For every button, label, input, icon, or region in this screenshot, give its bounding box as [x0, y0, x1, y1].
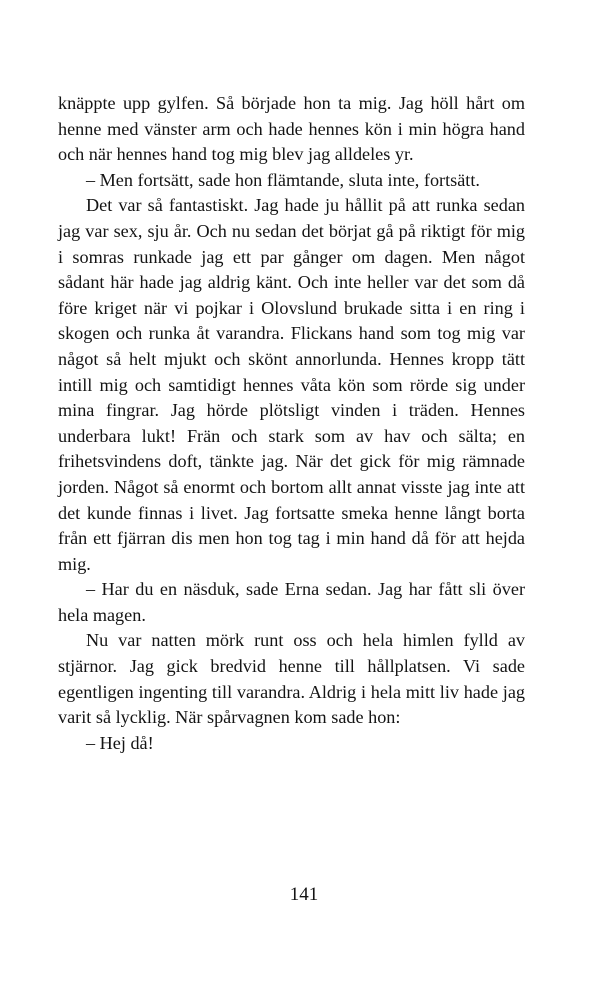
paragraph: – Har du en näsduk, sade Erna sedan. Jag har fått sli över hela magen. — [58, 579, 525, 625]
paragraph: – Men fortsätt, sade hon flämtande, sluta inte, fortsätt. — [86, 169, 480, 190]
page-number: 141 — [289, 884, 319, 905]
paragraph: Nu var natten mörk runt oss och hela himlen fylld av stjärnor. Jag gick bredvid henne till hållplatsen. Vi sade egentligen ingenting till varandra. Aldrig i hela mitt liv hade jag varit så lycklig. När spårvagnen kom sade hon: — [58, 630, 525, 728]
paragraph: Det var så fantastiskt. Jag hade ju hållit på att runka sedan jag var sex, sju år. Och nu sedan det börjat gå på riktigt för mig i somras runkade jag ett par gånger om dagen. Men något sådant här hade jag aldrig känt. Och inte heller var det som då före kriget när vi pojkar i Olovslund brukade sitta i en ring i skogen och runka åt varandra. Flickans hand som tog mig var något så helt mjukt och skönt annorlunda. Hennes kropp tätt intill mig och samtidigt hennes våta kön som rörde sig under mina fingrar. Jag hörde plötsligt vinden i träden. Hennes underbara lukt! Frän och stark som av hav och sälta; en frihetsvindens doft, tänkte jag. När det gick för mig rämnade jorden. Något så enormt och bortom allt annat visste jag inte att det kunde finnas i livet. Jag fortsatte smeka henne långt borta från ett fjärran dis men hon tog tag i min hand då för att hejda mig. — [58, 195, 525, 574]
paragraph: knäppte upp gylfen. Så började hon ta mig. Jag höll hårt om henne med vänster arm och hade hennes kön i min högra hand och när hennes hand tog mig blev jag alldeles yr. — [58, 93, 525, 165]
body-text — [58, 91, 525, 756]
paragraph: – Hej då! — [86, 732, 154, 753]
